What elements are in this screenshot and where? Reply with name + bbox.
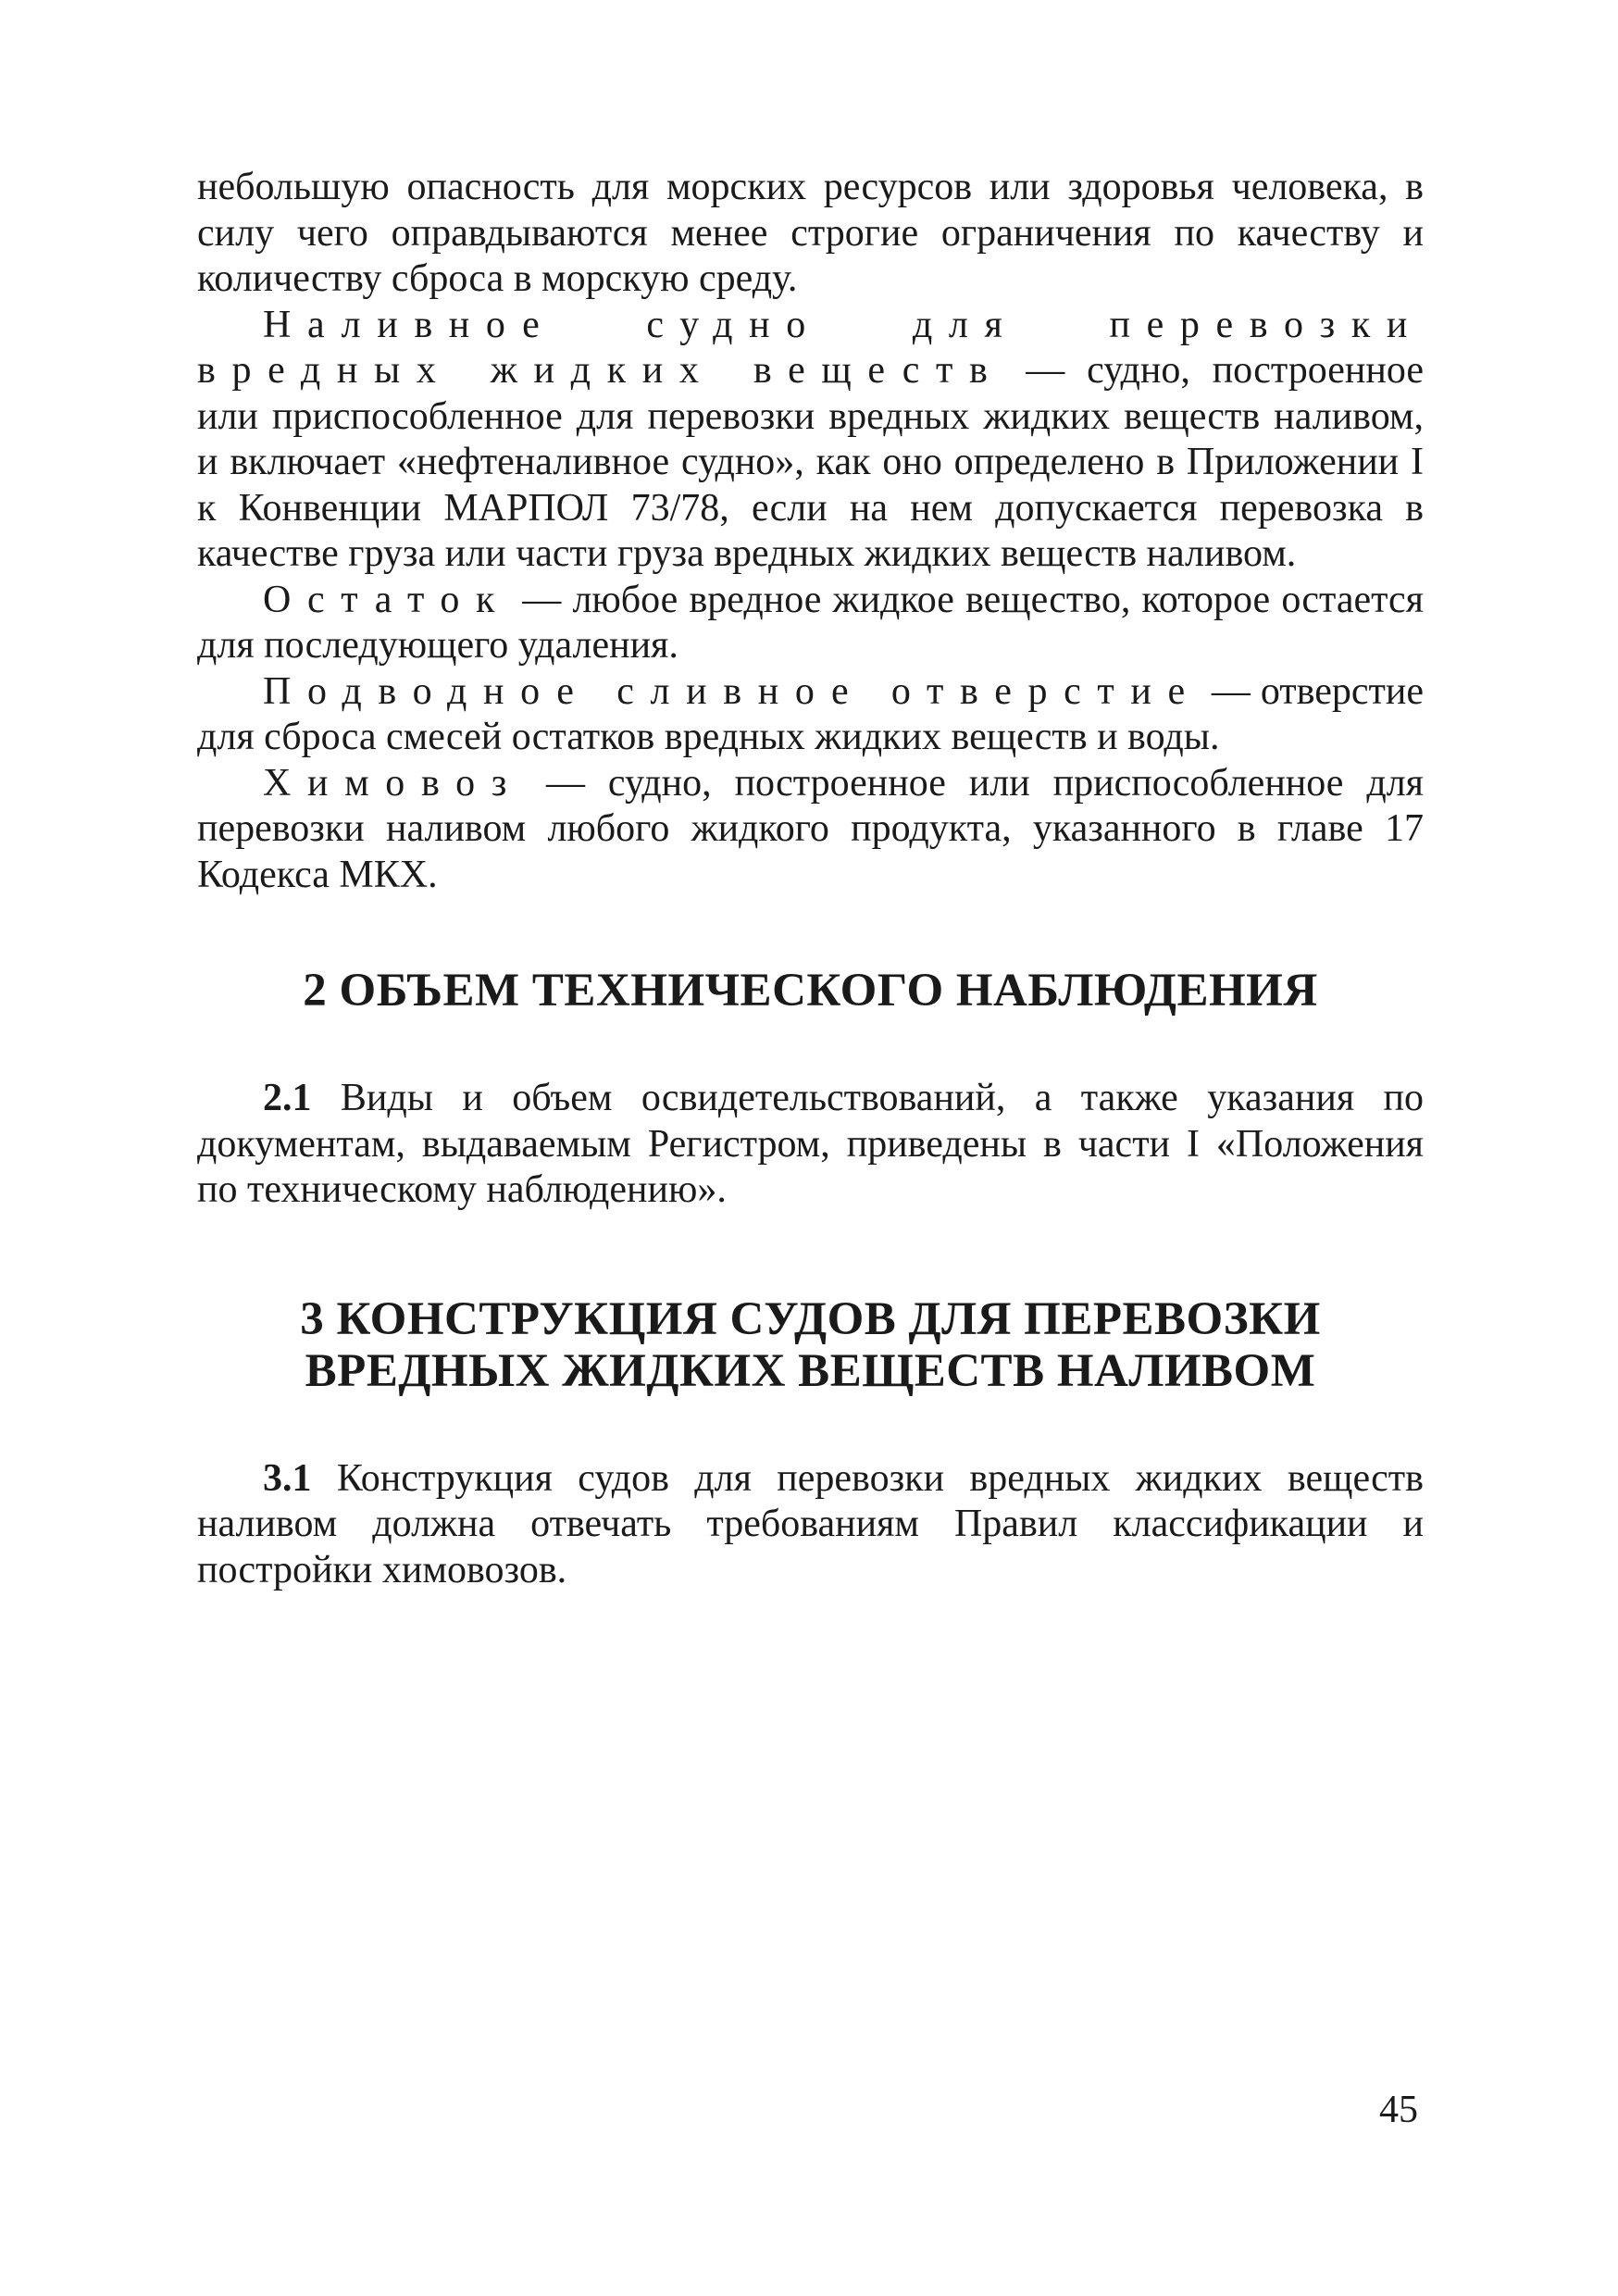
term-residue: Остаток	[263, 578, 512, 621]
definition-text: — судно, построенное или приспособленное для перевозки наливом любого жидкого продукта, указанного в главе 17 Кодекса МКХ.	[197, 761, 1424, 896]
document-page	[197, 165, 1424, 1593]
clause-text: Виды и объем освидетельствований, а также указания по документам, выдаваемым Регистром, приведены в части I «Положения по техническому наблюдению».	[197, 1077, 1424, 1211]
clause-text: Конструкция судов для перевозки вредных жидких веществ наливом должна отвечать требованиям Правил классификации и постройки химовозов.	[197, 1456, 1424, 1591]
clause-number: 2.1	[263, 1077, 312, 1119]
definition-text: — любое вредное жидкое вещество, которое остается для последующего удаления.	[197, 578, 1424, 667]
paragraph-continuation: небольшую опасность для морских ресурсов или здоровья человека, в силу чего оправдываются менее строгие ограничения по качеству и количеству сброса в морскую среду.	[197, 166, 1424, 300]
clause-number: 3.1	[263, 1456, 312, 1500]
definition-noxious-liquid-tanker	[197, 303, 1424, 578]
section-2-heading: 2 ОБЪЕМ ТЕХНИЧЕСКОГО НАБЛЮДЕНИЯ	[303, 965, 1318, 1017]
section-3-heading-line-1: 3 КОНСТРУКЦИЯ СУДОВ ДЛЯ ПЕРЕВОЗКИ	[300, 1292, 1321, 1345]
clause-2-1	[197, 1076, 1424, 1214]
term-noxious-liquid-tanker: Наливное судно для перевозки вредных жидких веществ	[197, 303, 1424, 392]
definition-chemical-tanker	[197, 761, 1424, 899]
page-number: 45	[1379, 2089, 1418, 2131]
section-3-heading	[197, 1293, 1424, 1397]
term-chemical-tanker: Химовоз	[263, 761, 524, 805]
definition-text: — судно, построенное или приспособленное для перевозки вредных жидких веществ наливом, и включает «нефтеналивное судно», как оно определено в Приложении I к Конвенции МАРПОЛ 73/78, если на нем допускается перевозка в качестве груза или части груза вредных жидких веществ наливом.	[197, 349, 1424, 575]
clause-3-1	[197, 1456, 1424, 1594]
definition-underwater-discharge-outlet	[197, 669, 1424, 761]
term-underwater-discharge-outlet: Подводное сливное отверстие	[263, 669, 1201, 713]
section-3-heading-line-2: ВРЕДНЫХ ЖИДКИХ ВЕЩЕСТВ НАЛИВОМ	[305, 1344, 1316, 1397]
definition-residue	[197, 578, 1424, 669]
definition-text: — отверстие для сброса смесей остатков вредных жидких веществ и воды.	[197, 669, 1424, 758]
